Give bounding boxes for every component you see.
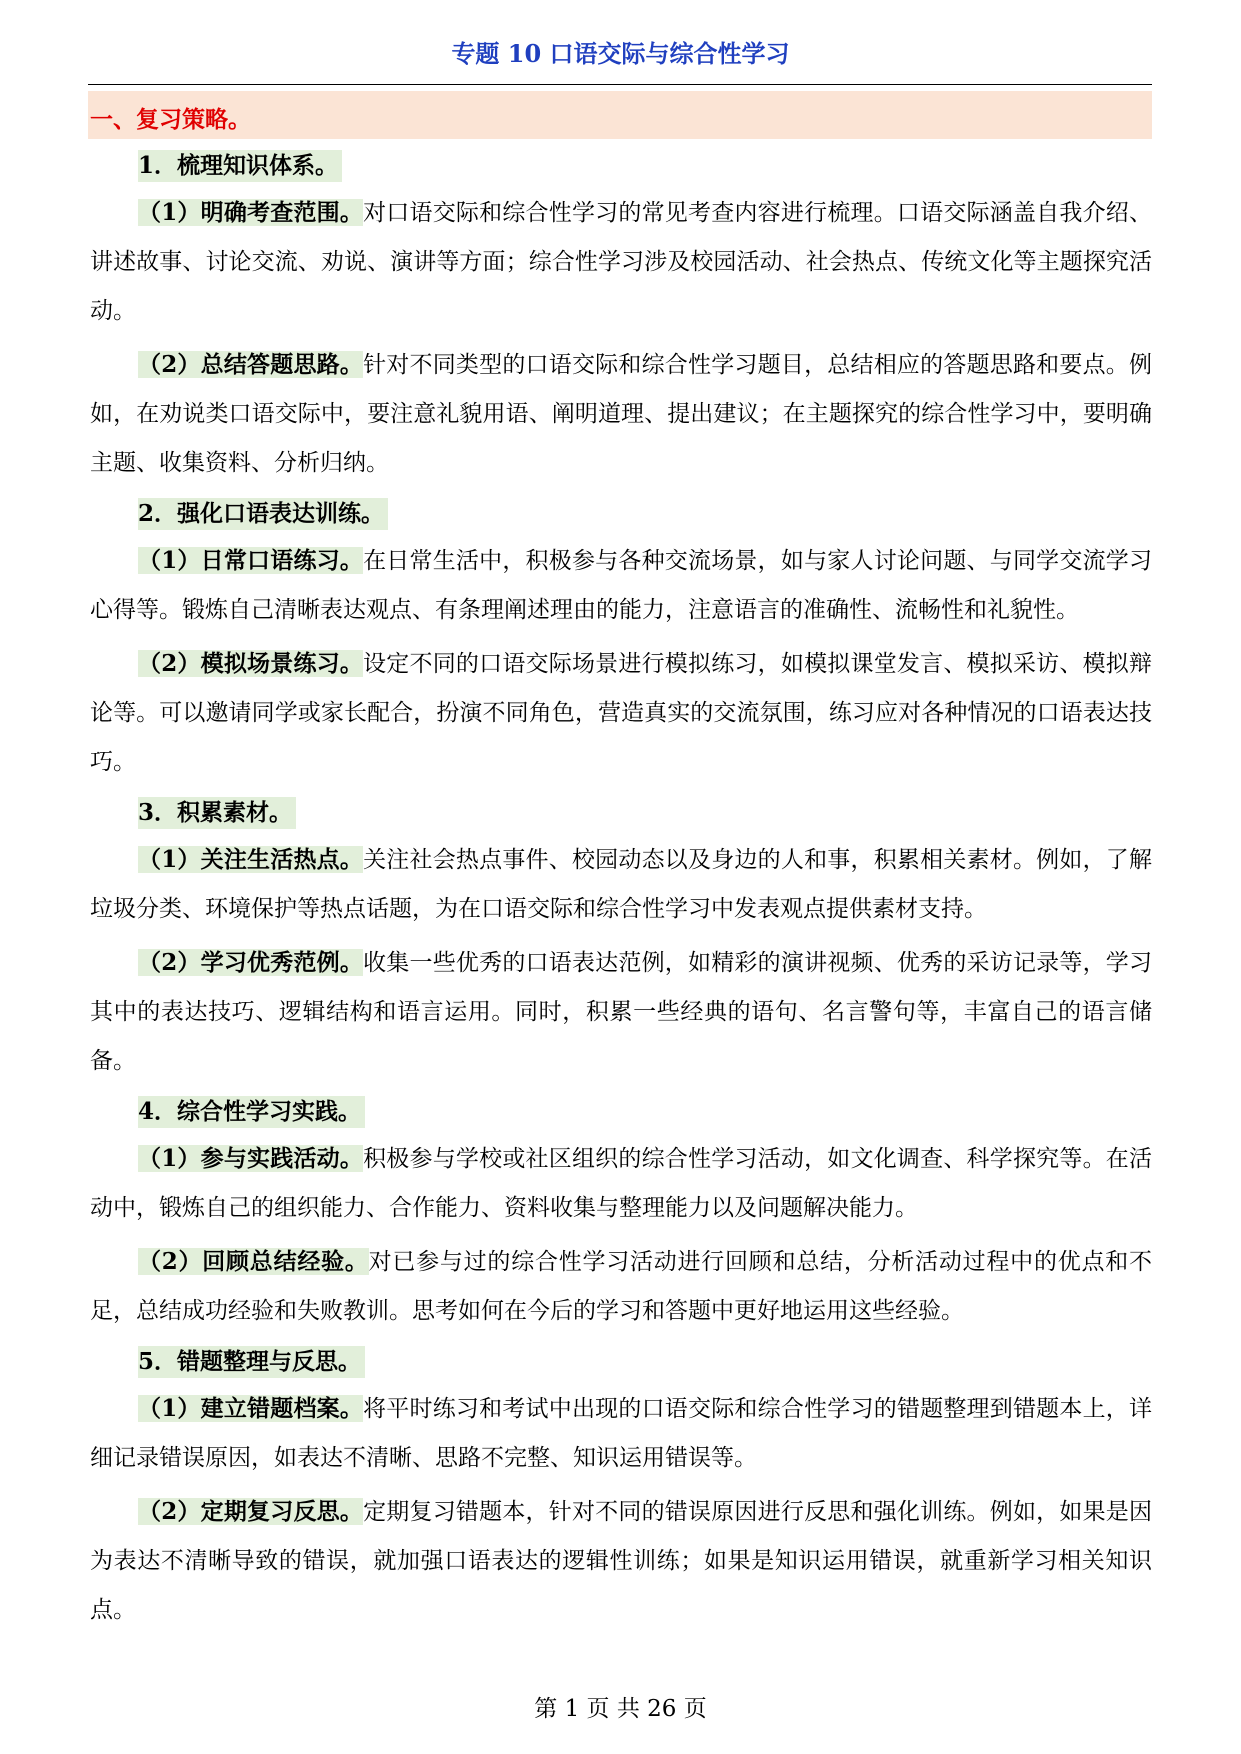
section-title: 一、复习策略。 [90,106,251,133]
paragraph-text: 在日常生活中，积极参与各种交流场景，如与家人讨论问题、与同学交流学习心得等。锻炼自己清晰表达观点、有条理阐述理由的能力，注意语言的准确性、流畅性和礼貌性。 [90,548,1152,623]
paragraph-label: （1）关注生活热点。 [138,846,364,873]
heading [90,787,1152,831]
paragraph-label: （2）学习优秀范例。 [138,949,364,976]
paragraph-text: 设定不同的口语交际场景进行模拟练习，如模拟课堂发言、模拟采访、模拟辩论等。可以邀请同学或家长配合，扮演不同角色，营造真实的交流氛围，练习应对各种情况的口语表达技巧。 [90,651,1152,775]
paragraph-text: 对口语交际和综合性学习的常见考查内容进行梳理。口语交际涵盖自我介绍、讲述故事、讨论交流、劝说、演讲等方面；综合性学习涉及校园活动、社会热点、传统文化等主题探究活动。 [90,200,1152,324]
paragraph [90,1134,1152,1233]
paragraph-text: 针对不同类型的口语交际和综合性学习题目，总结相应的答题思路和要点。例如，在劝说类口语交际中，要注意礼貌用语、阐明道理、提出建议；在主题探究的综合性学习中，要明确主题、收集资料、分析归纳。 [90,352,1152,476]
paragraph-label: （1）日常口语练习。 [138,547,364,574]
paragraph-label: （2）定期复习反思。 [138,1498,364,1525]
header-rule [88,84,1152,85]
paragraph-text: 将平时练习和考试中出现的口语交际和综合性学习的错题整理到错题本上，详细记录错误原因，如表达不清晰、思路不完整、知识运用错误等。 [90,1396,1152,1471]
heading-text: 1．梳理知识体系。 [138,150,342,182]
paragraph-label: （1）建立错题档案。 [138,1395,364,1422]
page-header-title: 专题 10 口语交际与综合性学习 [451,39,790,68]
paragraph [90,639,1152,787]
paragraph [90,938,1152,1086]
paragraph [90,1487,1152,1635]
page-footer: 第 1 页 共 26 页 [534,1696,707,1722]
paragraph-text: 积极参与学校或社区组织的综合性学习活动，如文化调查、科学探究等。在活动中，锻炼自己的组织能力、合作能力、资料收集与整理能力以及问题解决能力。 [90,1146,1152,1221]
heading-text: 3．积累素材。 [138,797,296,829]
paragraph-text: 定期复习错题本，针对不同的错误原因进行反思和强化训练。例如，如果是因为表达不清晰导致的错误，就加强口语表达的逻辑性训练；如果是知识运用错误，就重新学习相关知识点。 [90,1499,1152,1623]
heading-text: 4．综合性学习实践。 [138,1096,365,1128]
paragraph-text: 关注社会热点事件、校园动态以及身边的人和事，积累相关素材。例如，了解垃圾分类、环境保护等热点话题，为在口语交际和综合性学习中发表观点提供素材支持。 [90,847,1152,922]
paragraph-label: （2）模拟场景练习。 [138,650,364,677]
paragraph-label: （2）总结答题思路。 [138,351,364,378]
paragraph [90,536,1152,635]
heading-text: 5．错题整理与反思。 [138,1346,365,1378]
paragraph-text: 收集一些优秀的口语表达范例，如精彩的演讲视频、优秀的采访记录等，学习其中的表达技巧、逻辑结构和语言运用。同时，积累一些经典的语句、名言警句等，丰富自己的语言储备。 [90,950,1152,1074]
heading [90,488,1152,532]
heading [90,1086,1152,1130]
heading [90,1336,1152,1380]
document-body [90,140,1152,1635]
paragraph [90,188,1152,336]
paragraph [90,340,1152,488]
paragraph [90,1384,1152,1483]
heading-text: 2．强化口语表达训练。 [138,498,388,530]
heading [90,140,1152,184]
paragraph-label: （2）回顾总结经验。 [138,1248,369,1275]
paragraph-label: （1）参与实践活动。 [138,1145,364,1172]
paragraph [90,1237,1152,1336]
paragraph [90,835,1152,934]
paragraph-text: 对已参与过的综合性学习活动进行回顾和总结，分析活动过程中的优点和不足，总结成功经验和失败教训。思考如何在今后的学习和答题中更好地运用这些经验。 [90,1249,1152,1324]
paragraph-label: （1）明确考查范围。 [138,199,364,226]
